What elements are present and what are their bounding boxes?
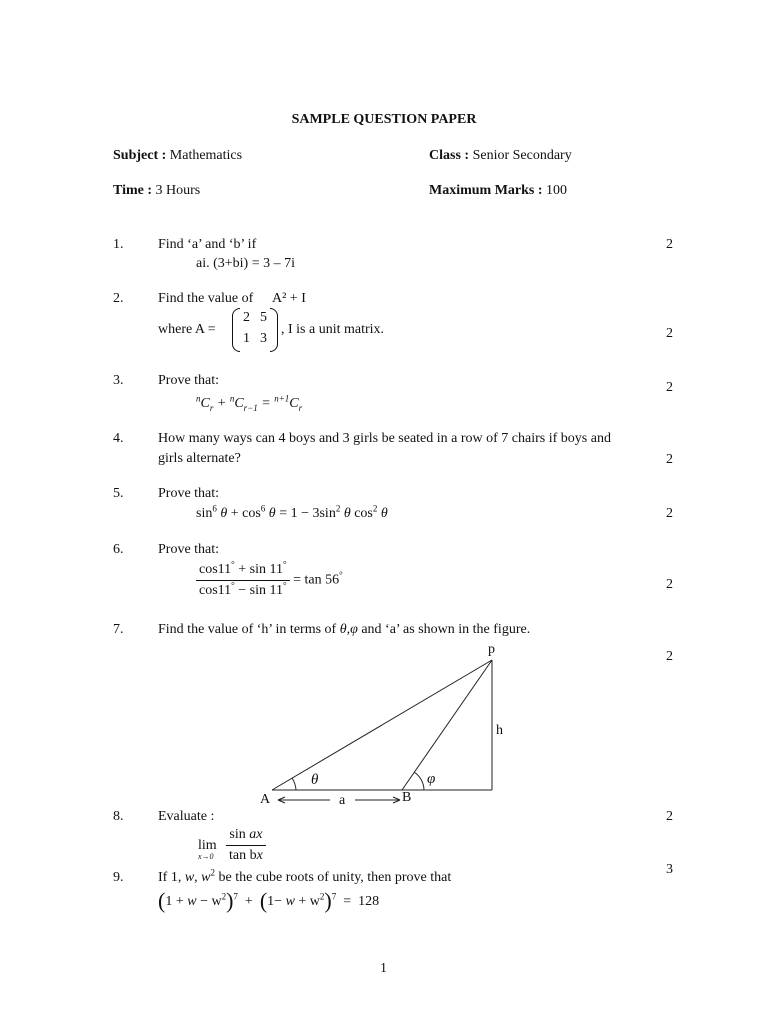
question-number: 4. (113, 431, 124, 446)
question-text-part: and ‘a’ as shown in the figure. (361, 622, 531, 637)
question-text: If 1, w, $w^2$ be the cube roots of unity, then prove that (158, 867, 452, 885)
question-marks: 2 (666, 577, 673, 592)
question-marks: 2 (666, 649, 673, 664)
question-marks: 2 (666, 809, 673, 824)
paper-title: SAMPLE QUESTION PAPER (291, 112, 477, 127)
inner-line (402, 660, 492, 790)
question-text: , I is a unit matrix. (281, 322, 385, 337)
question-text: Prove that: (158, 542, 220, 557)
question-number: 6. (113, 542, 124, 557)
question-text: How many ways can 4 boys and 3 girls be seated in a row of 7 chairs if boys and (158, 431, 611, 446)
matrix-cell: 2 (243, 310, 250, 325)
theta-arc (292, 778, 296, 790)
hypotenuse-line (272, 660, 492, 790)
question-text-part: If 1, (158, 870, 182, 885)
question-text: Find the value of (158, 291, 254, 306)
max-marks-label: Maximum Marks : (429, 183, 543, 198)
max-marks-value: 100 (546, 183, 568, 198)
matrix-cell: 5 (260, 310, 267, 325)
question-marks: 3 (666, 862, 673, 877)
question-number: 2. (113, 291, 124, 306)
question-text: girls alternate? (158, 451, 241, 466)
question-expression: ai. (3+bi) = 3 – 7i (196, 256, 295, 271)
question-number: 5. (113, 486, 124, 501)
question-text: Find the value of ‘h’ in terms of θ,φ and ‘a’ as shown in the figure. (158, 622, 531, 637)
question-marks: 2 (666, 326, 673, 341)
phi-label: φ (427, 771, 436, 787)
point-a-label: A (260, 792, 271, 807)
point-p-label: p (488, 642, 495, 657)
question-expression: $^nC_r + ^nC_{r-1} = ^{n+1}C_r$ (196, 393, 303, 413)
question-marks: 2 (666, 380, 673, 395)
question-text-part: Find the value of ‘h’ in terms of (158, 622, 337, 637)
time-value: 3 Hours (155, 183, 201, 198)
question-expression: lim (198, 838, 217, 853)
point-b-label: B (402, 790, 412, 805)
side-a-label: a (339, 793, 346, 808)
question-text: Prove that: (158, 486, 220, 501)
time-label: Time : (113, 183, 153, 198)
question-number: 8. (113, 809, 124, 824)
question-expression: A² + I (272, 291, 306, 306)
question-text-part: be the cube roots of unity, then prove that (218, 870, 452, 885)
matrix-cell: 1 (243, 331, 250, 346)
question-number: 1. (113, 237, 124, 252)
question-expression: $\frac{\text{sin ax}}{\text{tan bx}}$ (226, 826, 266, 865)
question-number: 7. (113, 622, 124, 637)
class-value: Senior Secondary (472, 148, 572, 163)
matrix-cell: 3 (260, 331, 267, 346)
phi-arc (414, 772, 424, 790)
question-marks: 2 (666, 237, 673, 252)
question-expression: $(1 + w - w^2)^7 + (1- w + w^2)^7 = 128$ (158, 888, 380, 913)
question-text: Evaluate : (158, 809, 215, 824)
side-h-label: h (496, 723, 503, 738)
question-text: Find ‘a’ and ‘b’ if (158, 237, 257, 252)
question-text: Prove that: (158, 373, 220, 388)
subject-label: Subject : (113, 148, 167, 163)
question-expression: $\sin^6 \theta + \cos^6 \theta = 1 - 3\sin^2$ θ $\cos^2 \theta$ (196, 503, 388, 521)
question-number: 3. (113, 373, 124, 388)
limit-subscript: x→0 (198, 852, 214, 861)
question-marks: 2 (666, 452, 673, 467)
class-label: Class : (429, 148, 470, 163)
theta-label: θ (311, 772, 319, 788)
subject-value: Mathematics (169, 148, 243, 163)
question-number: 9. (113, 870, 124, 885)
question-text: where A = (158, 322, 216, 337)
page-number: 1 (380, 961, 387, 976)
question-marks: 2 (666, 506, 673, 521)
question-expression: $\frac{\cos 11^\circ + \sin 11^\circ}{\cos 11^\circ - \sin 11^\circ}$ = tan 56° (196, 561, 343, 600)
